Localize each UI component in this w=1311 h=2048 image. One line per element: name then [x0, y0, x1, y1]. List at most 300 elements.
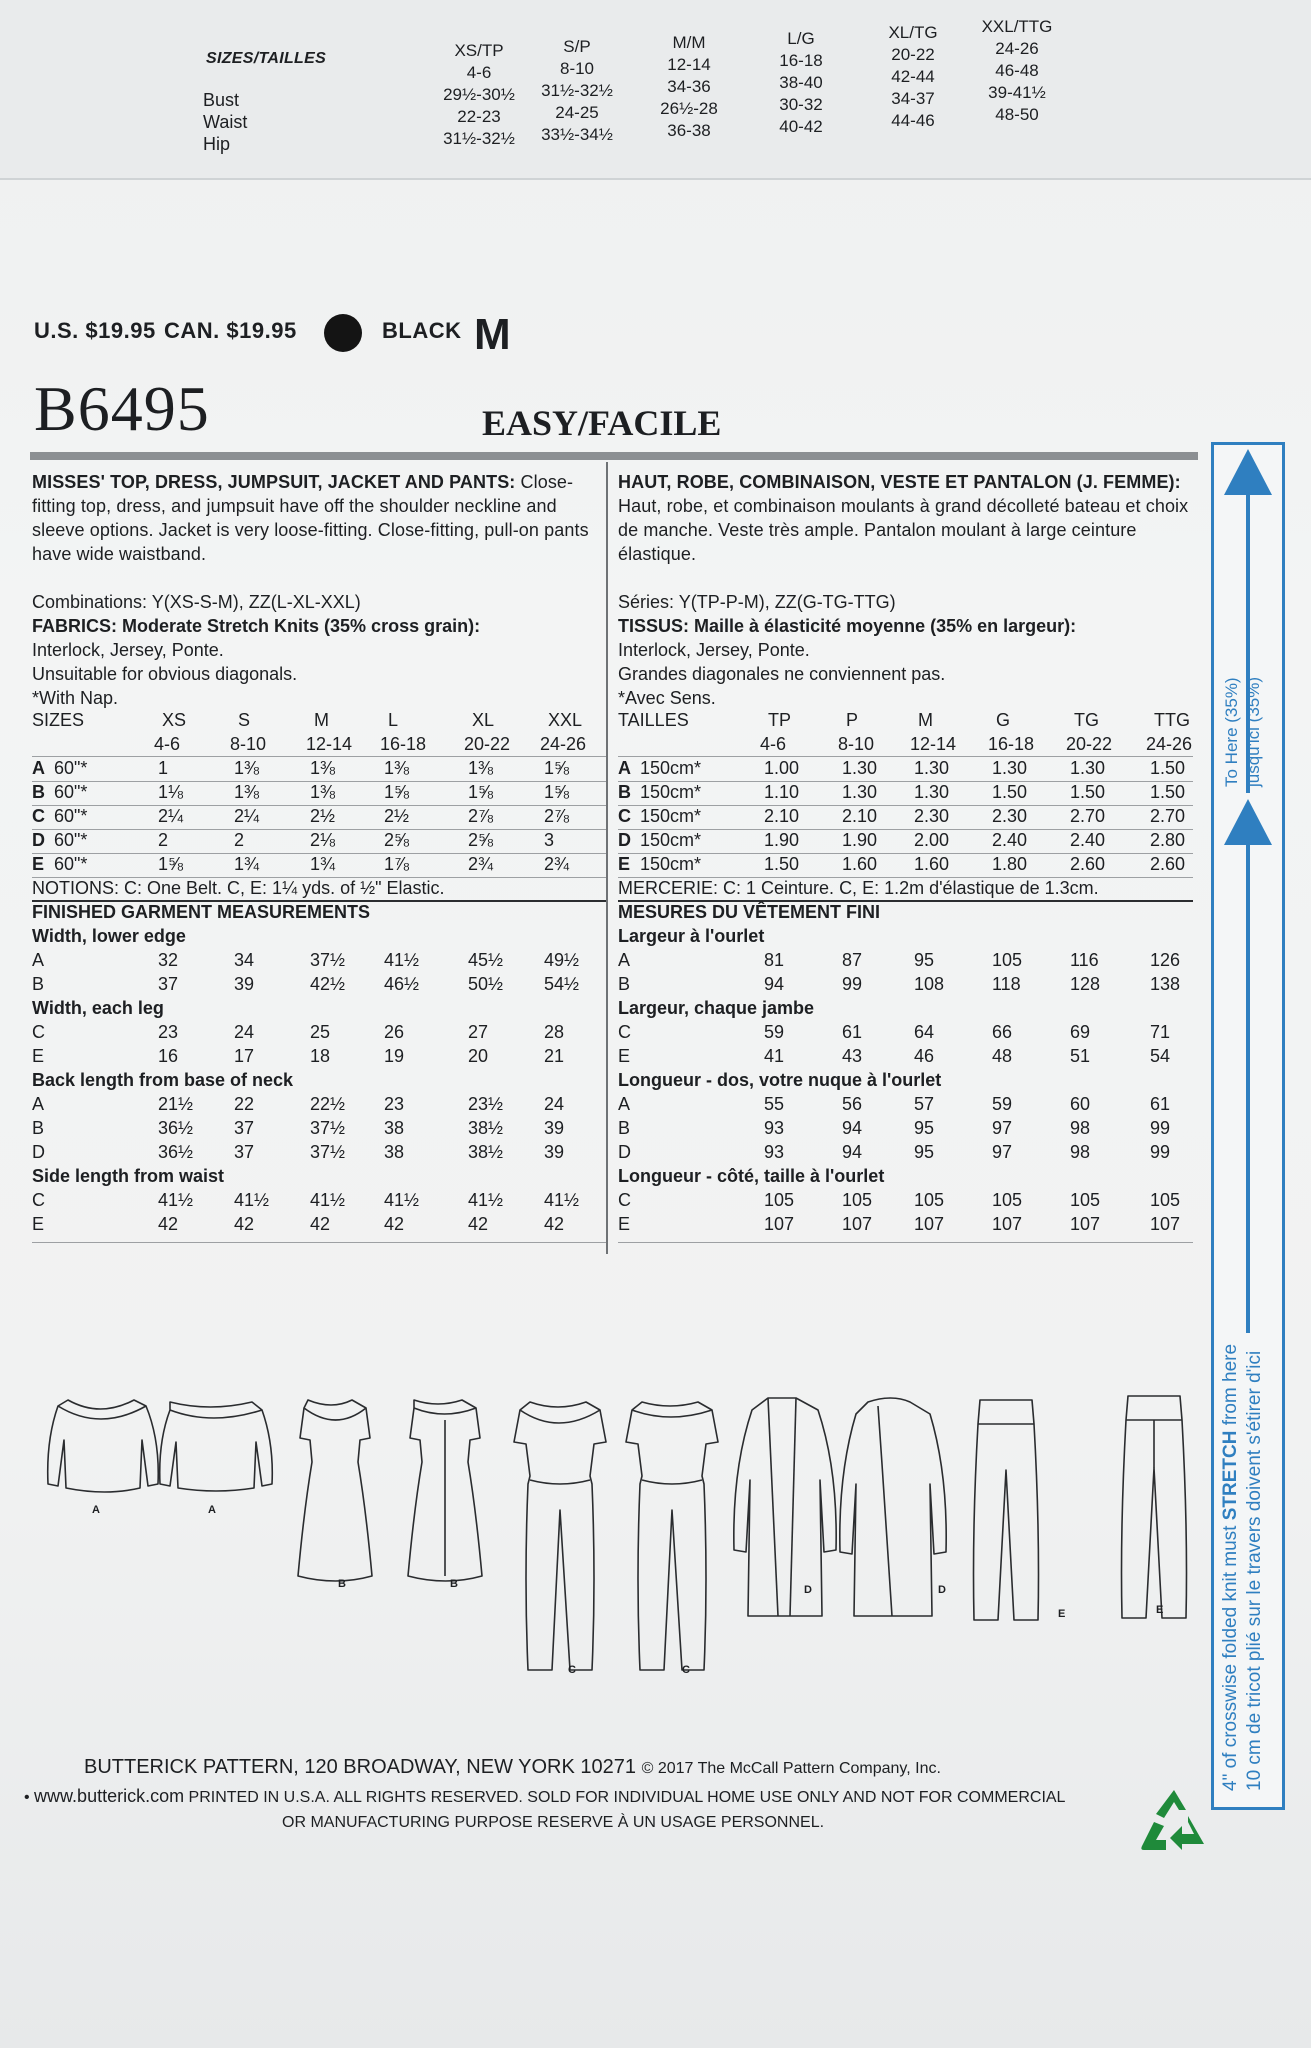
measurement-value: 97	[992, 1142, 1013, 1162]
yardage-value: 1.30	[842, 782, 878, 802]
size-range: 24-26	[1146, 734, 1193, 754]
sketch-label: B	[450, 1578, 458, 1590]
view-letter: C	[618, 1190, 631, 1210]
french-size-names-row	[618, 710, 1190, 734]
measurement-value: 54½	[544, 974, 580, 994]
size-chart-column	[962, 16, 1072, 126]
french-description	[618, 470, 1203, 566]
measurement-value: 95	[914, 1118, 935, 1138]
measurement-value: 94	[842, 1118, 863, 1138]
size-name: TG	[1074, 710, 1099, 730]
measurement-value: 54	[1150, 1046, 1171, 1066]
measurement-value: 59	[764, 1022, 785, 1042]
size-range: 20-22	[1066, 734, 1113, 754]
french-measurement-row	[618, 1190, 1193, 1214]
fabric-width: 60"*	[54, 854, 88, 874]
us-price: U.S. $19.95	[34, 318, 156, 343]
sketch-dress-b-front	[298, 1400, 372, 1581]
english-nap: *With Nap.	[32, 688, 119, 708]
pattern-number: B6495	[34, 373, 210, 444]
size-range: 16-18	[380, 734, 427, 754]
size-range: 8-10	[559, 59, 595, 78]
english-combinations-value: Y(XS-S-M), ZZ(L-XL-XXL)	[151, 592, 361, 612]
measurement-value: 105	[1150, 1190, 1181, 1210]
yardage-value: 3	[544, 830, 555, 850]
measurement-value: 26	[384, 1022, 405, 1042]
yardage-value: 1.50	[992, 782, 1028, 802]
english-yardage-row	[32, 758, 607, 782]
sketch-jumpsuit-c-back	[626, 1402, 718, 1670]
sketch-top-a-back	[160, 1402, 273, 1491]
view-letter: B	[618, 974, 631, 994]
view-letter: D	[618, 830, 631, 850]
english-measurement-row	[32, 974, 607, 998]
price-code-dot	[324, 314, 362, 352]
measurement-value: 99	[842, 974, 863, 994]
sketch-jacket-d-back	[840, 1398, 946, 1616]
yardage-value: 1⅛	[158, 782, 184, 802]
yardage-value: 2.60	[1070, 854, 1106, 874]
measurement-value: 37½	[310, 1142, 346, 1162]
size-chart-column	[634, 32, 744, 142]
yardage-value: 1.50	[1070, 782, 1106, 802]
size-range: 20-22	[891, 45, 935, 64]
sketch-label: A	[92, 1504, 100, 1516]
measurement-value: 94	[764, 974, 785, 994]
view-letter: D	[32, 830, 45, 850]
measurement-value: 39	[544, 1118, 565, 1138]
english-measurement-row	[32, 1118, 607, 1142]
french-size-range-row	[618, 734, 1193, 758]
table-rule	[32, 756, 607, 757]
measurement-value: 118	[992, 974, 1021, 994]
view-letter: A	[618, 1094, 631, 1114]
yardage-value: 2½	[310, 806, 336, 826]
yardage-value: 1.80	[992, 854, 1028, 874]
measurement-group-label: Back length from base of neck	[32, 1070, 294, 1090]
yardage-value: 1⅜	[384, 758, 410, 778]
size-name: XS	[162, 710, 187, 730]
english-yardage-row	[32, 806, 607, 830]
bust-label: Bust	[203, 90, 240, 110]
yardage-value: 2	[234, 830, 245, 850]
measurement-value: 55	[764, 1094, 785, 1114]
french-measurement-row	[618, 1046, 1193, 1070]
size-name: M	[918, 710, 933, 730]
yardage-value: 1⅞	[384, 854, 410, 874]
view-letter: E	[618, 1214, 631, 1234]
sketch-dress-b-back	[408, 1400, 482, 1581]
measurement-value: 97	[992, 1118, 1013, 1138]
french-yardage-row	[618, 854, 1193, 878]
stretch-arrow-bottom-icon	[1224, 799, 1272, 845]
french-notions: MERCERIE: C: 1 Ceinture. C, E: 1.2m d'élastique de 1.3cm.	[618, 878, 1099, 898]
sketch-label: A	[208, 1504, 216, 1516]
footer-address-line	[84, 1756, 941, 1779]
measurement-value: 71	[1150, 1022, 1171, 1042]
size-chart-column	[858, 22, 968, 132]
sketch-top-a-front	[48, 1400, 159, 1492]
sketch-label: E	[1058, 1608, 1066, 1620]
french-measurement-row	[618, 1214, 1193, 1238]
measurement-value: 64	[914, 1022, 935, 1042]
view-letter: C	[32, 806, 45, 826]
measurement-value: 116	[1070, 950, 1099, 970]
measurement-value: 28	[544, 1022, 565, 1042]
english-notions: NOTIONS: C: One Belt. C, E: 1¼ yds. of ½" Elastic.	[32, 878, 445, 898]
sketch-pants-e-back	[1122, 1396, 1187, 1618]
yardage-value: 1⅜	[468, 758, 494, 778]
yardage-value: 2.70	[1150, 806, 1186, 826]
measurement-value: 37	[234, 1118, 255, 1138]
english-measurement-row	[32, 1214, 607, 1238]
yardage-value: 1⅝	[468, 782, 494, 802]
measurement-value: 46	[914, 1046, 935, 1066]
size-name: TP	[768, 710, 792, 730]
footer-rights: PRINTED IN U.S.A. ALL RIGHTS RESERVED. SOLD FOR INDIVIDUAL HOME USE ONLY AND NOT FOR COMMERCIAL	[188, 1789, 1066, 1806]
title-rule	[30, 452, 1198, 460]
yardage-value: 1.00	[764, 758, 800, 778]
column-divider	[606, 462, 608, 1254]
measurement-value: 107	[1150, 1214, 1181, 1234]
measurement-value: 41½	[310, 1190, 346, 1210]
bust-value: 31½-32½	[541, 81, 613, 100]
measurement-value: 59	[992, 1094, 1013, 1114]
french-yardage-row	[618, 806, 1193, 830]
english-desc-text: Close-fitting top, dress, and jumpsuit have off the shoulder neckline and sleeve options. Jacket is very loose-fitting. Close-fitting, pull-on pants have wide waistband.	[32, 472, 589, 564]
size-name: TTG	[1154, 710, 1190, 730]
measurement-value: 36½	[158, 1118, 194, 1138]
french-combinations-label: Séries:	[618, 592, 675, 612]
fabric-width: 150cm*	[640, 758, 702, 778]
yardage-value: 1.10	[764, 782, 800, 802]
size-name: XL	[472, 710, 495, 730]
yardage-value: 1.30	[842, 758, 878, 778]
measurement-value: 49½	[544, 950, 580, 970]
french-measurement-row	[618, 974, 1193, 998]
view-letter: D	[32, 1142, 45, 1162]
measurement-value: 93	[764, 1142, 785, 1162]
english-size-range-row	[32, 734, 592, 758]
yardage-value: 1⅝	[544, 782, 570, 802]
size-range: 16-18	[779, 51, 823, 70]
sketch-label: C	[568, 1664, 576, 1676]
view-letter: B	[618, 782, 631, 802]
yardage-value: 1.30	[914, 758, 950, 778]
measurement-value: 38	[384, 1118, 405, 1138]
recycle-icon	[1138, 1786, 1210, 1852]
yardage-value: 1¾	[310, 854, 336, 874]
yardage-value: 2⅝	[384, 830, 410, 850]
yardage-value: 1⅝	[384, 782, 410, 802]
view-letter: B	[32, 1118, 45, 1138]
measurement-group-label: Largeur à l'ourlet	[618, 926, 765, 946]
stretch-bottom-label-fr: 10 cm de tricot plié sur le travers doivent s'étirer d'ici	[1244, 1350, 1265, 1791]
stretch-top-label-en: To Here (35%)	[1222, 677, 1241, 787]
footer-website[interactable]: www.butterick.com	[34, 1786, 185, 1806]
yardage-value: 2.10	[764, 806, 800, 826]
english-measurement-row	[32, 1142, 607, 1166]
french-combinations	[618, 592, 896, 613]
size-name: XS/TP	[454, 41, 504, 60]
measurement-value: 24	[544, 1094, 565, 1114]
fabric-width: 150cm*	[640, 782, 702, 802]
measurement-value: 105	[992, 950, 1023, 970]
measurement-value: 17	[234, 1046, 255, 1066]
measurement-value: 23½	[468, 1094, 504, 1114]
measurement-value: 107	[842, 1214, 873, 1234]
french-title: HAUT, ROBE, COMBINAISON, VESTE ET PANTALON (J. FEMME):	[618, 472, 1181, 492]
view-letter: E	[32, 1046, 45, 1066]
french-desc-text: Haut, robe, et combinaison moulants à grand décolleté bateau et choix de manche. Veste très ample. Pantalon moulant à large ceinture élastique.	[618, 496, 1189, 564]
yardage-value: 2.30	[914, 806, 950, 826]
measurement-value: 38	[384, 1142, 405, 1162]
size-name: M	[314, 710, 329, 730]
measurement-group-label: Largeur, chaque jambe	[618, 998, 815, 1018]
yardage-value: 1	[158, 758, 169, 778]
english-yardage-row	[32, 854, 607, 878]
measurement-value: 69	[1070, 1022, 1091, 1042]
view-letter: A	[618, 758, 631, 778]
hip-value: 36-38	[667, 121, 711, 140]
measurement-group-label: Longueur - côté, taille à l'ourlet	[618, 1166, 885, 1186]
waist-value: 30-32	[779, 95, 823, 114]
measurement-value: 128	[1070, 974, 1101, 994]
measurement-value: 42	[234, 1214, 255, 1234]
measurement-value: 23	[384, 1094, 405, 1114]
yardage-value: 2⅛	[310, 830, 336, 850]
measurement-value: 45½	[468, 950, 504, 970]
measurement-value: 87	[842, 950, 863, 970]
measurement-value: 61	[1150, 1094, 1171, 1114]
english-yardage-row	[32, 782, 607, 806]
measurement-value: 48	[992, 1046, 1013, 1066]
waist-value: 34-37	[891, 89, 935, 108]
measurement-value: 108	[914, 974, 945, 994]
yardage-value: 2	[158, 830, 169, 850]
measurement-value: 42	[158, 1214, 179, 1234]
measurement-value: 24	[234, 1022, 255, 1042]
color-code: BLACK	[382, 318, 462, 343]
stretch-top-label-fr: jusqu'ici (35%)	[1244, 676, 1263, 787]
yardage-value: 2.10	[842, 806, 878, 826]
size-chart-column	[746, 28, 856, 138]
size-range: 8-10	[838, 734, 875, 754]
sketch-pants-e-front	[974, 1400, 1039, 1620]
french-nap: *Avec Sens.	[618, 688, 716, 708]
english-measurement-row	[32, 1022, 607, 1046]
view-letter: D	[618, 1142, 631, 1162]
measurement-value: 138	[1150, 974, 1181, 994]
english-combinations-label: Combinations:	[32, 592, 148, 612]
yardage-value: 2⅞	[544, 806, 570, 826]
view-letter: B	[32, 782, 45, 802]
measurement-value: 42	[310, 1214, 331, 1234]
size-range: 4-6	[154, 734, 181, 754]
garment-sketches	[30, 1380, 1200, 1680]
size-chart-heading: SIZES/TAILLES	[206, 50, 327, 67]
measurement-value: 43	[842, 1046, 863, 1066]
measurement-value: 32	[158, 950, 179, 970]
footer-copyright: © 2017 The McCall Pattern Company, Inc.	[641, 1760, 941, 1777]
size-name: L/G	[787, 29, 815, 48]
view-letter: A	[32, 758, 45, 778]
yardage-value: 1⅜	[310, 782, 336, 802]
waist-value: 39-41½	[988, 83, 1046, 102]
sketch-jacket-d-front	[734, 1398, 836, 1616]
measurement-value: 107	[764, 1214, 795, 1234]
measurement-value: 41½	[384, 950, 420, 970]
measurement-value: 21½	[158, 1094, 194, 1114]
yardage-value: 2¼	[234, 806, 260, 826]
waist-value: 22-23	[457, 107, 501, 126]
stretch-arrow-top-icon	[1224, 449, 1272, 495]
measurement-group-label: Width, lower edge	[32, 926, 186, 946]
bust-value: 38-40	[779, 73, 823, 92]
view-letter: C	[32, 1190, 45, 1210]
measurement-value: 105	[842, 1190, 873, 1210]
yardage-value: 2.30	[992, 806, 1028, 826]
view-letter: E	[32, 854, 45, 874]
size-name: G	[996, 710, 1011, 730]
size-name: S	[238, 710, 251, 730]
hip-label: Hip	[203, 134, 231, 154]
hip-value: 48-50	[995, 105, 1039, 124]
measurement-value: 99	[1150, 1142, 1171, 1162]
measurement-value: 34	[234, 950, 255, 970]
table-rule	[618, 756, 1193, 757]
measurement-value: 38½	[468, 1118, 504, 1138]
sketch-label: D	[804, 1584, 812, 1596]
french-yardage-row	[618, 782, 1193, 806]
english-measurement-row	[32, 1046, 607, 1070]
yardage-value: 2¾	[468, 854, 494, 874]
yardage-value: 1.50	[1150, 782, 1186, 802]
measurement-value: 37½	[310, 1118, 346, 1138]
french-measurement-row	[618, 1022, 1193, 1046]
english-sizes-label: SIZES	[32, 710, 85, 730]
yardage-value: 1.30	[1070, 758, 1106, 778]
english-measurement-row	[32, 1190, 607, 1214]
measurement-value: 50½	[468, 974, 504, 994]
measurement-value: 41½	[234, 1190, 270, 1210]
measurement-value: 105	[764, 1190, 795, 1210]
view-letter: A	[618, 950, 631, 970]
measurement-value: 98	[1070, 1118, 1091, 1138]
size-name: XL/TG	[888, 23, 938, 42]
measurement-value: 18	[310, 1046, 331, 1066]
table-rule	[618, 1242, 1193, 1243]
measurement-value: 25	[310, 1022, 331, 1042]
measurement-value: 22½	[310, 1094, 346, 1114]
measurement-value: 37	[234, 1142, 255, 1162]
measurement-value: 41½	[468, 1190, 504, 1210]
measurement-value: 105	[1070, 1190, 1101, 1210]
hip-value: 40-42	[779, 117, 823, 136]
size-name: L	[388, 710, 399, 730]
size-name: P	[846, 710, 859, 730]
size-chart-column	[522, 36, 632, 146]
size-name: XXL	[548, 710, 583, 730]
sketch-label: E	[1156, 1604, 1164, 1616]
footer-rights-2: OR MANUFACTURING PURPOSE RESERVE À UN USAGE PERSONNEL.	[282, 1814, 825, 1831]
yardage-value: 2½	[384, 806, 410, 826]
french-measurement-row	[618, 1142, 1193, 1166]
measurement-value: 95	[914, 1142, 935, 1162]
measurement-value: 56	[842, 1094, 863, 1114]
measurement-value: 81	[764, 950, 785, 970]
measurement-value: 107	[992, 1214, 1023, 1234]
measurement-value: 20	[468, 1046, 489, 1066]
size-range: 20-22	[464, 734, 511, 754]
yardage-value: 1.90	[842, 830, 878, 850]
price-letter: M	[474, 310, 511, 359]
measurement-value: 42	[384, 1214, 405, 1234]
table-rule	[32, 1242, 607, 1243]
view-letter: B	[32, 974, 45, 994]
sketch-jumpsuit-c-front	[514, 1402, 606, 1670]
fabric-width: 60"*	[54, 758, 88, 778]
english-combinations	[32, 592, 361, 613]
yardage-value: 1.60	[842, 854, 878, 874]
waist-value: 24-25	[555, 103, 599, 122]
english-title: MISSES' TOP, DRESS, JUMPSUIT, JACKET AND PANTS:	[32, 472, 516, 492]
fabric-width: 150cm*	[640, 806, 702, 826]
easy-label: EASY/FACILE	[482, 403, 722, 443]
fabric-width: 60"*	[54, 782, 88, 802]
english-size-names-row	[32, 710, 592, 734]
measurement-value: 36½	[158, 1142, 194, 1162]
measurement-value: 19	[384, 1046, 405, 1066]
measurement-group-label: Side length from waist	[32, 1166, 225, 1186]
measurement-value: 38½	[468, 1142, 504, 1162]
yardage-value: 2.70	[1070, 806, 1106, 826]
yardage-value: 2.40	[992, 830, 1028, 850]
size-range: 24-26	[995, 39, 1039, 58]
english-measurement-row	[32, 950, 607, 974]
view-letter: C	[618, 806, 631, 826]
measurement-group-label: Width, each leg	[32, 998, 164, 1018]
can-price: CAN. $19.95	[164, 318, 297, 343]
size-name: S/P	[563, 37, 591, 56]
measurement-value: 16	[158, 1046, 179, 1066]
measurement-value: 21	[544, 1046, 565, 1066]
measurement-value: 46½	[384, 974, 420, 994]
footer-bullet: •	[24, 1789, 35, 1806]
measurement-value: 42½	[310, 974, 346, 994]
view-letter: E	[618, 1046, 631, 1066]
yardage-value: 1⅝	[158, 854, 184, 874]
measurement-value: 107	[1070, 1214, 1101, 1234]
measurement-value: 27	[468, 1022, 489, 1042]
hip-value: 31½-32½	[443, 129, 515, 148]
bust-value: 34-36	[667, 77, 711, 96]
yardage-value: 1.50	[1150, 758, 1186, 778]
french-unsuitable: Grandes diagonales ne conviennent pas.	[618, 664, 946, 684]
measurement-group-label: Longueur - dos, votre nuque à l'ourlet	[618, 1070, 942, 1090]
yardage-value: 1⅝	[544, 758, 570, 778]
measurement-value: 39	[544, 1142, 565, 1162]
size-chart-column	[424, 40, 534, 150]
measurement-value: 23	[158, 1022, 179, 1042]
view-letter: A	[32, 950, 45, 970]
french-fabrics-label: TISSUS: Maille à élasticité moyenne (35% en largeur):	[618, 616, 1077, 636]
sketch-label: B	[338, 1578, 346, 1590]
measurement-value: 105	[992, 1190, 1023, 1210]
yardage-value: 2.00	[914, 830, 950, 850]
measurement-value: 60	[1070, 1094, 1091, 1114]
yardage-value: 1.90	[764, 830, 800, 850]
